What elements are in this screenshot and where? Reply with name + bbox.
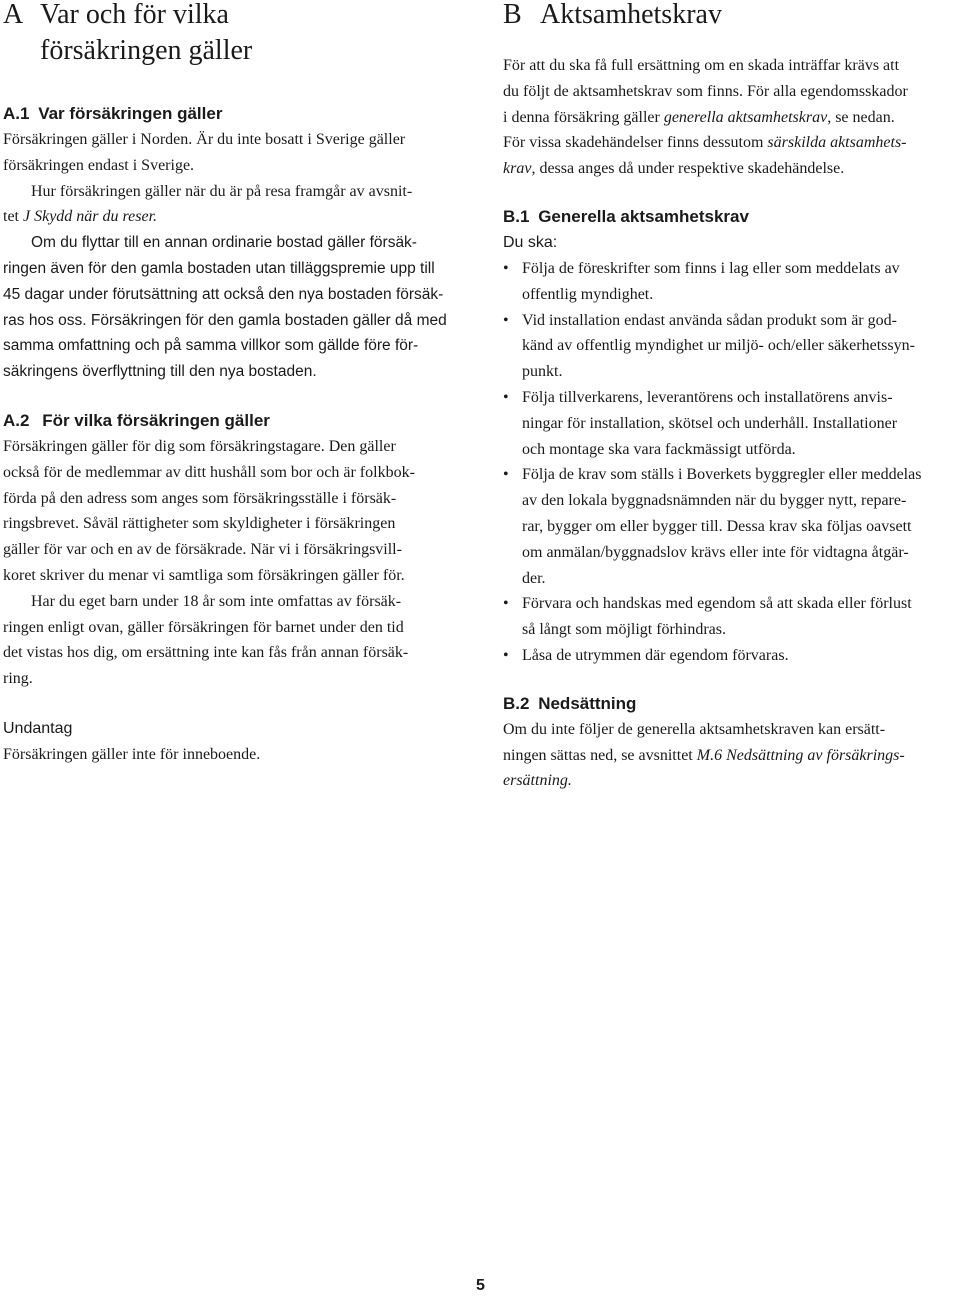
a2-number: A.2 <box>3 410 30 430</box>
bullet-icon: • <box>503 466 509 484</box>
b2-heading <box>503 691 958 717</box>
a1-p3-line4: ras hos oss. Försäkringen för den gamla bostaden gäller då med <box>3 311 447 329</box>
b1-number: B.1 <box>503 206 530 226</box>
list-item <box>503 256 958 308</box>
a2-p2-line2: ringen enligt ovan, gäller försäkringen för barnet under den tid <box>3 618 404 636</box>
section-b-letter: B <box>503 0 522 30</box>
list-item-line: av den lokala byggnadsnämnden när du bygger nytt, repare- <box>522 492 907 510</box>
a2-p2-line3: det vistas hos dig, om ersättning inte kan fås från annan försäk- <box>3 644 409 662</box>
list-item-line: offentlig myndighet. <box>522 285 654 303</box>
section-b-title: Aktsamhetskrav <box>540 0 722 30</box>
a1-p3-line5: samma omfattning och på samma villkor som gällde före för- <box>3 337 419 355</box>
exception-text: Försäkringen gäller inte för inneboende. <box>3 745 261 763</box>
a2-p1-line3: förda på den adress som anges som försäkringsställe i försäk- <box>3 489 397 507</box>
list-item-line: punkt. <box>522 363 563 381</box>
a2-paragraph-2 <box>3 589 473 692</box>
a2-p1-line4: ringsbrevet. Såväl rättigheter som skyldigheter i försäkringen <box>3 515 396 533</box>
a2-p2-line1: Har du eget barn under 18 år som inte omfattas av försäk- <box>31 592 402 610</box>
list-item <box>503 591 958 643</box>
a2-p1-line2: också för de medlemmar av ditt hushåll som bor och är folkbok- <box>3 463 415 481</box>
a1-p3-line1: Om du flyttar till en annan ordinarie bostad gäller försäk- <box>31 234 417 252</box>
a1-title: Var försäkringen gäller <box>38 104 223 123</box>
column-left <box>3 0 473 768</box>
a2-p1-line5: gäller för var och en av de försäkrade. När vi i försäkringsvill- <box>3 541 402 559</box>
list-item-line: om anmälan/byggnadslov krävs eller inte för vidtagna åtgär- <box>522 543 909 561</box>
column-right <box>503 0 958 794</box>
bullet-icon: • <box>503 259 509 277</box>
b1-heading <box>503 204 958 230</box>
skydd-reference: J Skydd när du reser. <box>23 208 158 226</box>
b2-number: B.2 <box>503 693 530 713</box>
a1-paragraph-3 <box>3 230 473 385</box>
list-item-line: Följa tillverkarens, leverantörens och installatörens anvis- <box>522 388 893 406</box>
section-a-heading <box>3 0 473 69</box>
a1-p2-line1: Hur försäkringen gäller när du är på resa framgår av avsnit- <box>31 182 413 200</box>
a2-heading <box>3 408 473 434</box>
page-number: 5 <box>476 1277 485 1294</box>
section-b-intro <box>503 53 958 182</box>
bullet-icon: • <box>503 646 509 664</box>
list-item-line: Låsa de utrymmen där egendom förvaras. <box>522 646 789 664</box>
b-intro-line2: du följt de aktsamhetskrav som finns. För alla egendomsskador <box>503 82 908 100</box>
list-item-line: rar, bygger om eller bygger till. Dessa krav ska följas oavsett <box>522 517 912 535</box>
b2-line2: ningen sättas ned, se avsnittet M.6 Nedsättning av försäkrings- <box>503 746 905 764</box>
list-item-line: Vid installation endast använda sådan produkt som är god- <box>522 311 897 329</box>
nedsattning-reference: M.6 Nedsättning av försäkrings- <box>696 746 905 764</box>
a1-p3-line2: ringen även för den gamla bostaden utan tilläggspremie upp till <box>3 259 435 277</box>
list-item-line: ningar för installation, skötsel och underhåll. Installationer <box>522 414 898 432</box>
a2-paragraph-1 <box>3 434 473 589</box>
bullet-icon: • <box>503 388 509 406</box>
section-b-heading <box>503 0 958 33</box>
section-a-title-line1: Var och för vilka <box>40 0 229 30</box>
list-item-line: känd av offentlig myndighet ur miljö- och/eller säkerhetssyn- <box>522 337 915 355</box>
b-intro-line4: För vissa skadehändelser finns dessutom särskilda aktsamhets- <box>503 134 907 152</box>
b2-line1: Om du inte följer de generella aktsamhetskraven kan ersätt- <box>503 720 886 738</box>
a2-p1-line6: koret skriver du menar vi samtliga som försäkringen gäller för. <box>3 566 405 584</box>
bullet-icon: • <box>503 311 509 329</box>
b-intro-line1: För att du ska få full ersättning om en skada inträffar krävs att <box>503 57 900 74</box>
b1-lead: Du ska: <box>503 233 558 251</box>
section-a-letter: A <box>3 0 24 30</box>
bullet-icon: • <box>503 595 509 613</box>
a1-p1-line1: Försäkringen gäller i Norden. Är du inte bosatt i Sverige gäller <box>3 131 406 148</box>
list-item <box>503 643 958 669</box>
b-intro-line3: i denna försäkring gäller generella aktsamhetskrav, se nedan. <box>503 108 895 126</box>
a1-number: A.1 <box>3 104 30 123</box>
list-item-line: Följa de föreskrifter som finns i lag eller som meddelats av <box>522 259 900 277</box>
list-item-line: Följa de krav som ställs i Boverkets byggregler eller meddelas <box>522 466 922 484</box>
b-intro-line5: krav, dessa anges då under respektive skadehändelse. <box>503 160 845 178</box>
section-a-title-line2: försäkringen gäller <box>40 35 253 66</box>
b2-paragraph <box>503 717 958 794</box>
exception-heading: Undantag <box>3 719 73 737</box>
a1-p3-line6: säkringens överflyttning till den nya bostaden. <box>3 363 317 381</box>
list-item <box>503 462 958 591</box>
a1-p2-line2: tet J Skydd när du reser. <box>3 208 158 226</box>
a2-p1-line1: Försäkringen gäller för dig som försäkringstagare. Den gäller <box>3 437 396 455</box>
b2-line3: ersättning. <box>503 772 572 790</box>
list-item-line: så långt som möjligt förhindras. <box>522 621 726 639</box>
b2-title: Nedsättning <box>538 693 637 713</box>
list-item <box>503 385 958 462</box>
a1-p3-line3: 45 dagar under förutsättning att också den nya bostaden försäk- <box>3 285 444 303</box>
a1-paragraph-1 <box>3 127 473 179</box>
b1-title: Generella aktsamhetskrav <box>538 206 749 226</box>
list-item-line: Förvara och handskas med egendom så att skada eller förlust <box>522 595 912 613</box>
a1-heading <box>3 101 473 127</box>
a1-paragraph-2 <box>3 179 473 231</box>
b1-bullet-list <box>503 256 958 669</box>
list-item-line: och montage ska vara fackmässigt utförda. <box>522 440 796 458</box>
a2-p2-line4: ring. <box>3 670 33 688</box>
a2-title: För vilka försäkringen gäller <box>42 410 270 430</box>
a1-p1-line2: försäkringen endast i Sverige. <box>3 156 195 174</box>
list-item-line: der. <box>522 569 546 587</box>
list-item <box>503 308 958 385</box>
